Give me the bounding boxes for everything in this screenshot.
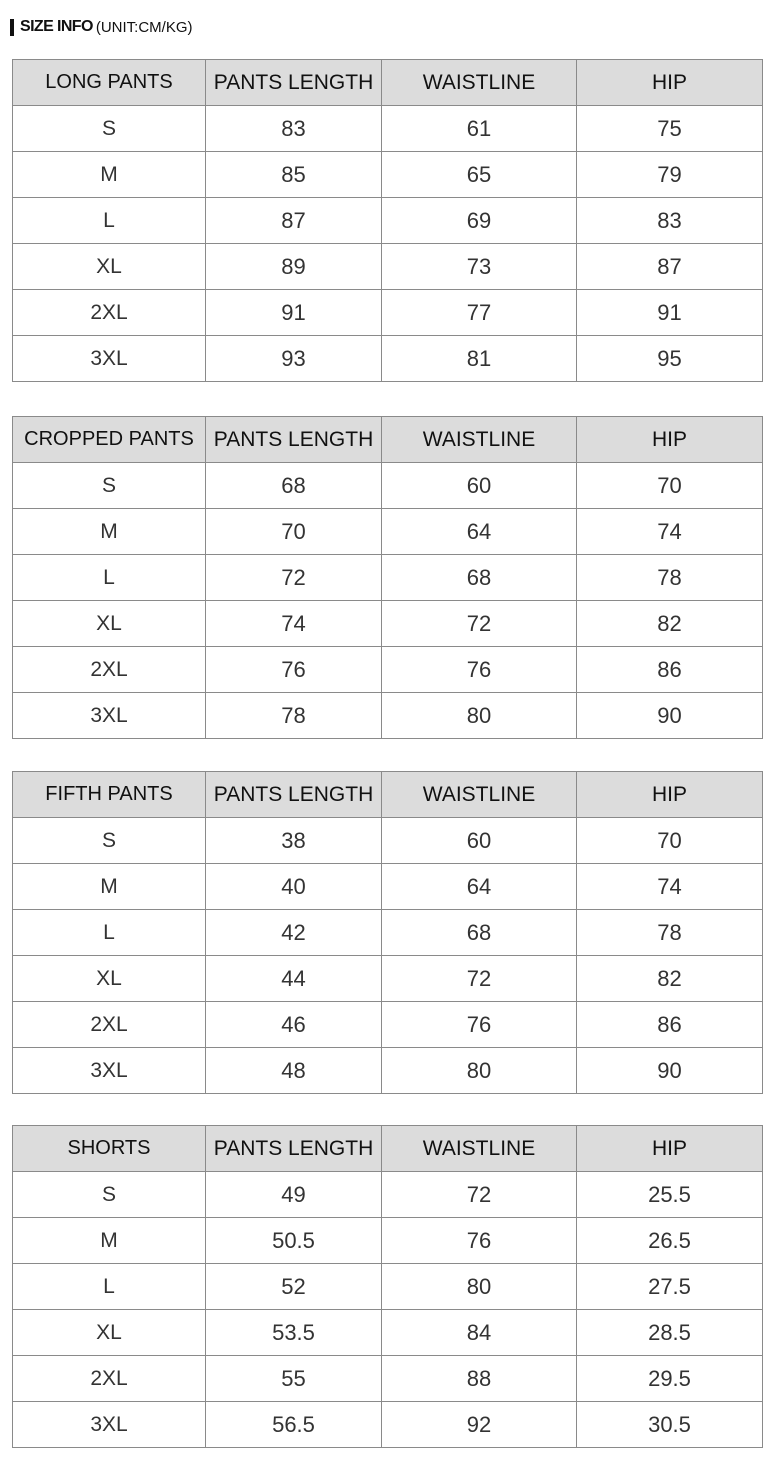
- measurement-cell: 70: [577, 463, 763, 509]
- table-row: [13, 693, 763, 739]
- measurement-cell: 75: [577, 106, 763, 152]
- table-row: [13, 1310, 763, 1356]
- size-label-cell: XL: [13, 1310, 206, 1356]
- table-header-row: [13, 60, 763, 106]
- table-header-row: [13, 772, 763, 818]
- size-label-cell: 3XL: [13, 1048, 206, 1094]
- size-label-cell: 3XL: [13, 1402, 206, 1448]
- shorts-size-table: [12, 1125, 763, 1448]
- table-row: [13, 555, 763, 601]
- measurement-cell: 87: [577, 244, 763, 290]
- measurement-cell: 82: [577, 601, 763, 647]
- size-label-cell: XL: [13, 956, 206, 1002]
- measurement-cell: 53.5: [206, 1310, 382, 1356]
- measurement-cell: 70: [206, 509, 382, 555]
- measurement-cell: 93: [206, 336, 382, 382]
- measurement-cell: 90: [577, 693, 763, 739]
- measurement-cell: 77: [382, 290, 577, 336]
- measurement-cell: 80: [382, 693, 577, 739]
- measurement-cell: 72: [206, 555, 382, 601]
- unit-note: (UNIT:CM/KG): [95, 18, 193, 36]
- measurement-cell: 30.5: [577, 1402, 763, 1448]
- size-label-cell: M: [13, 509, 206, 555]
- table-row: [13, 290, 763, 336]
- measurement-cell: 52: [206, 1264, 382, 1310]
- table-header-row: [13, 1126, 763, 1172]
- measurement-cell: 95: [577, 336, 763, 382]
- measurement-cell: 85: [206, 152, 382, 198]
- size-label-cell: S: [13, 818, 206, 864]
- column-header: HIP: [577, 417, 763, 463]
- table-row: [13, 1356, 763, 1402]
- measurement-cell: 92: [382, 1402, 577, 1448]
- measurement-cell: 88: [382, 1356, 577, 1402]
- measurement-cell: 90: [577, 1048, 763, 1094]
- header-bar-marker: [10, 19, 14, 36]
- measurement-cell: 81: [382, 336, 577, 382]
- measurement-cell: 40: [206, 864, 382, 910]
- size-label-cell: 2XL: [13, 290, 206, 336]
- size-label-cell: L: [13, 910, 206, 956]
- column-header: HIP: [577, 772, 763, 818]
- table-row: [13, 106, 763, 152]
- measurement-cell: 86: [577, 1002, 763, 1048]
- measurement-cell: 86: [577, 647, 763, 693]
- table-row: [13, 956, 763, 1002]
- size-label-cell: M: [13, 1218, 206, 1264]
- column-header: FIFTH PANTS: [13, 772, 206, 818]
- measurement-cell: 68: [382, 555, 577, 601]
- table-row: [13, 509, 763, 555]
- size-label-cell: S: [13, 463, 206, 509]
- size-label-cell: 2XL: [13, 1356, 206, 1402]
- size-label-cell: 3XL: [13, 336, 206, 382]
- size-label-cell: S: [13, 1172, 206, 1218]
- measurement-cell: 38: [206, 818, 382, 864]
- size-label-cell: XL: [13, 601, 206, 647]
- measurement-cell: 50.5: [206, 1218, 382, 1264]
- measurement-cell: 74: [577, 864, 763, 910]
- measurement-cell: 79: [577, 152, 763, 198]
- table-row: [13, 864, 763, 910]
- measurement-cell: 60: [382, 818, 577, 864]
- measurement-cell: 73: [382, 244, 577, 290]
- size-label-cell: M: [13, 864, 206, 910]
- measurement-cell: 78: [577, 910, 763, 956]
- measurement-cell: 76: [382, 647, 577, 693]
- cropped-pants-size-table: [12, 416, 763, 739]
- measurement-cell: 72: [382, 1172, 577, 1218]
- measurement-cell: 25.5: [577, 1172, 763, 1218]
- table-row: [13, 647, 763, 693]
- column-header: PANTS LENGTH: [206, 60, 382, 106]
- table-row: [13, 336, 763, 382]
- column-header: SHORTS: [13, 1126, 206, 1172]
- size-info-header: [10, 14, 193, 40]
- measurement-cell: 68: [382, 910, 577, 956]
- measurement-cell: 80: [382, 1048, 577, 1094]
- column-header: WAISTLINE: [382, 1126, 577, 1172]
- table-row: [13, 152, 763, 198]
- measurement-cell: 29.5: [577, 1356, 763, 1402]
- size-label-cell: 2XL: [13, 1002, 206, 1048]
- fifth-pants-size-table: [12, 771, 763, 1094]
- measurement-cell: 27.5: [577, 1264, 763, 1310]
- size-label-cell: M: [13, 152, 206, 198]
- measurement-cell: 91: [577, 290, 763, 336]
- measurement-cell: 82: [577, 956, 763, 1002]
- measurement-cell: 87: [206, 198, 382, 244]
- table-row: [13, 910, 763, 956]
- table-row: [13, 1172, 763, 1218]
- measurement-cell: 74: [206, 601, 382, 647]
- measurement-cell: 55: [206, 1356, 382, 1402]
- measurement-cell: 76: [206, 647, 382, 693]
- measurement-cell: 64: [382, 864, 577, 910]
- measurement-cell: 78: [577, 555, 763, 601]
- measurement-cell: 70: [577, 818, 763, 864]
- table-row: [13, 1218, 763, 1264]
- measurement-cell: 49: [206, 1172, 382, 1218]
- measurement-cell: 80: [382, 1264, 577, 1310]
- measurement-cell: 44: [206, 956, 382, 1002]
- column-header: PANTS LENGTH: [206, 1126, 382, 1172]
- measurement-cell: 60: [382, 463, 577, 509]
- measurement-cell: 74: [577, 509, 763, 555]
- size-label-cell: 2XL: [13, 647, 206, 693]
- table-row: [13, 818, 763, 864]
- measurement-cell: 89: [206, 244, 382, 290]
- table-row: [13, 601, 763, 647]
- column-header: HIP: [577, 1126, 763, 1172]
- column-header: WAISTLINE: [382, 417, 577, 463]
- measurement-cell: 68: [206, 463, 382, 509]
- table-row: [13, 1002, 763, 1048]
- column-header: WAISTLINE: [382, 772, 577, 818]
- measurement-cell: 91: [206, 290, 382, 336]
- size-label-cell: L: [13, 1264, 206, 1310]
- measurement-cell: 72: [382, 601, 577, 647]
- column-header: WAISTLINE: [382, 60, 577, 106]
- table-row: [13, 198, 763, 244]
- column-header: PANTS LENGTH: [206, 417, 382, 463]
- measurement-cell: 84: [382, 1310, 577, 1356]
- size-label-cell: XL: [13, 244, 206, 290]
- column-header: CROPPED PANTS: [13, 417, 206, 463]
- measurement-cell: 83: [206, 106, 382, 152]
- measurement-cell: 46: [206, 1002, 382, 1048]
- table-row: [13, 244, 763, 290]
- table-header-row: [13, 417, 763, 463]
- measurement-cell: 69: [382, 198, 577, 244]
- measurement-cell: 78: [206, 693, 382, 739]
- measurement-cell: 42: [206, 910, 382, 956]
- page-title: SIZE INFO: [20, 18, 93, 35]
- column-header: PANTS LENGTH: [206, 772, 382, 818]
- table-row: [13, 1048, 763, 1094]
- measurement-cell: 56.5: [206, 1402, 382, 1448]
- measurement-cell: 64: [382, 509, 577, 555]
- size-label-cell: L: [13, 555, 206, 601]
- long-pants-size-table: [12, 59, 763, 382]
- measurement-cell: 65: [382, 152, 577, 198]
- table-row: [13, 1264, 763, 1310]
- measurement-cell: 76: [382, 1218, 577, 1264]
- table-row: [13, 1402, 763, 1448]
- measurement-cell: 83: [577, 198, 763, 244]
- table-row: [13, 463, 763, 509]
- size-label-cell: S: [13, 106, 206, 152]
- measurement-cell: 76: [382, 1002, 577, 1048]
- size-label-cell: 3XL: [13, 693, 206, 739]
- measurement-cell: 48: [206, 1048, 382, 1094]
- column-header: LONG PANTS: [13, 60, 206, 106]
- measurement-cell: 26.5: [577, 1218, 763, 1264]
- measurement-cell: 28.5: [577, 1310, 763, 1356]
- size-label-cell: L: [13, 198, 206, 244]
- column-header: HIP: [577, 60, 763, 106]
- measurement-cell: 72: [382, 956, 577, 1002]
- measurement-cell: 61: [382, 106, 577, 152]
